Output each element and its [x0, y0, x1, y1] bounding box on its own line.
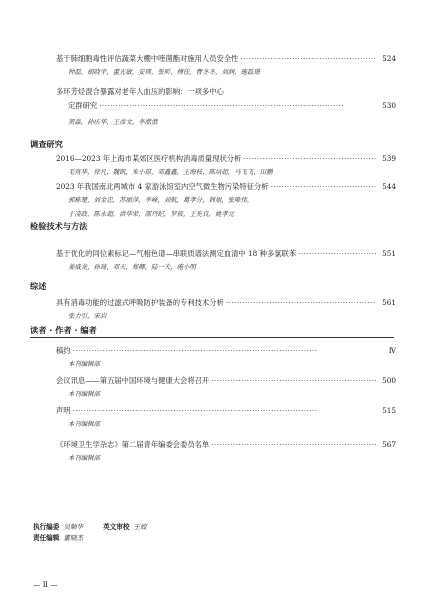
page-number[interactable]: 500: [382, 376, 396, 385]
page-number[interactable]: 561: [382, 298, 396, 307]
page-number[interactable]: 524: [382, 54, 396, 63]
dot-leader: [71, 345, 376, 356]
page-number[interactable]: 539: [382, 154, 396, 163]
section-rule: [30, 337, 394, 338]
dot-leader: [224, 297, 376, 308]
dot-leader: [209, 439, 376, 450]
entry-title-line: [56, 181, 396, 192]
toc-entry[interactable]: [56, 297, 396, 320]
english-proof-label: 英文审校: [103, 523, 130, 531]
section-heading: 调查研究: [30, 139, 63, 149]
entry-authors: 毛宫华，徐凡，魏凯，朱小琼，邓鑫鑫，王海枝，陈培超，马飞飞，田鹏: [68, 168, 273, 176]
page-number[interactable]: 530: [382, 101, 396, 110]
entry-authors: 本刊编辑部: [68, 420, 100, 428]
entry-title[interactable]: 基于肺细胞毒性评估蔬菜大棚中喹菌酯对施用人员安全性: [56, 54, 239, 63]
entry-title[interactable]: 《环境卫生学杂志》第二届青年编委会委员名单: [56, 440, 210, 449]
page-number[interactable]: 567: [382, 440, 396, 449]
entry-title[interactable]: 2016—2023 年上海市某郊区医疗机构消毒质量现状分析: [56, 154, 242, 163]
dot-leader: [97, 100, 376, 111]
exec-editor-label: 执行编委: [33, 523, 60, 531]
entry-title-continuation-line: [68, 100, 396, 111]
dot-leader: [238, 53, 376, 64]
entry-title-line: [56, 439, 396, 450]
dot-leader: [296, 248, 376, 259]
english-proof-name: 王姣: [133, 523, 147, 531]
entry-authors: 于凌政，陈永超，洪华荣，邵丹纪，罗彼，王先良，姚孝元: [68, 210, 235, 218]
toc-entry[interactable]: [56, 181, 396, 218]
entry-title-line: [56, 153, 396, 164]
page-number[interactable]: Ⅳ: [388, 346, 396, 355]
toc-entry[interactable]: [56, 439, 396, 462]
entry-title-line: [56, 405, 396, 416]
section-heading: 读者 · 作者 · 编者: [30, 325, 97, 335]
resp-editor-label: 责任编辑: [33, 534, 60, 542]
resp-editor-name: 董晓杰: [63, 534, 84, 542]
entry-authors: 贺淼，孙庆华，王彦文，李湉湉: [68, 118, 158, 126]
entry-title[interactable]: 基于优化的同位素标记—气相色谱—串联质谱法测定血清中 18 种多氯联苯: [56, 249, 297, 258]
footer-editors-row: [33, 522, 147, 532]
entry-title-line: [56, 297, 396, 308]
entry-authors: 姜威龙，孙琦，邓天，郑卿，陆一夫，施小明: [68, 263, 196, 271]
entry-authors: 本刊编辑部: [68, 454, 100, 462]
toc-entry[interactable]: [56, 248, 396, 271]
entry-authors: 郭栋楚，刘金忠，苏丽萍，李峰，刘航，葛孝分，韩旭，张唯伟，: [68, 196, 254, 204]
entry-title-line: [56, 248, 396, 259]
entry-title[interactable]: 稿约: [56, 346, 71, 355]
entry-title[interactable]: 多环芳烃混合暴露对老年人血压的影响：一项多中心: [56, 87, 224, 96]
footer-resp-editor-row: [33, 533, 83, 543]
section-heading: 综述: [30, 281, 47, 291]
toc-entry[interactable]: [56, 153, 396, 176]
entry-authors: 钟磊，胡晓宇，董光敏，安瑛，张昕，傅佳，曹冬冬，刘润，施磊璟: [68, 68, 260, 76]
section-heading: 检验技术与方法: [30, 221, 88, 231]
dot-leader: [269, 181, 376, 192]
dot-leader: [241, 153, 376, 164]
entry-title[interactable]: 声明: [56, 406, 71, 415]
entry-title[interactable]: 会议讯息——第五届中国环境与健康大会将召开: [56, 376, 210, 385]
entry-title[interactable]: 具有消毒功能的过滤式呼吸防护装备的专利技术分析: [56, 298, 224, 307]
page-number[interactable]: 515: [382, 406, 396, 415]
toc-entry[interactable]: [56, 375, 396, 398]
page-folio: — Ⅱ —: [33, 580, 58, 589]
entry-title-line: [56, 86, 396, 97]
page-number[interactable]: 544: [382, 182, 396, 191]
entry-title-line: [56, 375, 396, 386]
entry-title-line: [56, 53, 396, 64]
toc-entry[interactable]: [56, 53, 396, 76]
dot-leader: [71, 405, 376, 416]
entry-authors: 本刊编辑部: [68, 360, 100, 368]
entry-authors: 本刊编辑部: [68, 390, 100, 398]
entry-title-line: [56, 345, 396, 356]
entry-title-continued[interactable]: 定群研究: [68, 101, 98, 110]
toc-entry[interactable]: [56, 345, 396, 368]
toc-entry[interactable]: [56, 86, 396, 126]
exec-editor-name: 吴顺华: [63, 523, 84, 531]
entry-authors: 张力引，宋岩: [68, 312, 107, 320]
dot-leader: [209, 375, 376, 386]
toc-entry[interactable]: [56, 405, 396, 428]
page-number[interactable]: 551: [382, 249, 396, 258]
entry-title[interactable]: 2023 年我国南北两城市 4 家游泳馆室内空气微生物污染特征分析: [56, 182, 269, 191]
